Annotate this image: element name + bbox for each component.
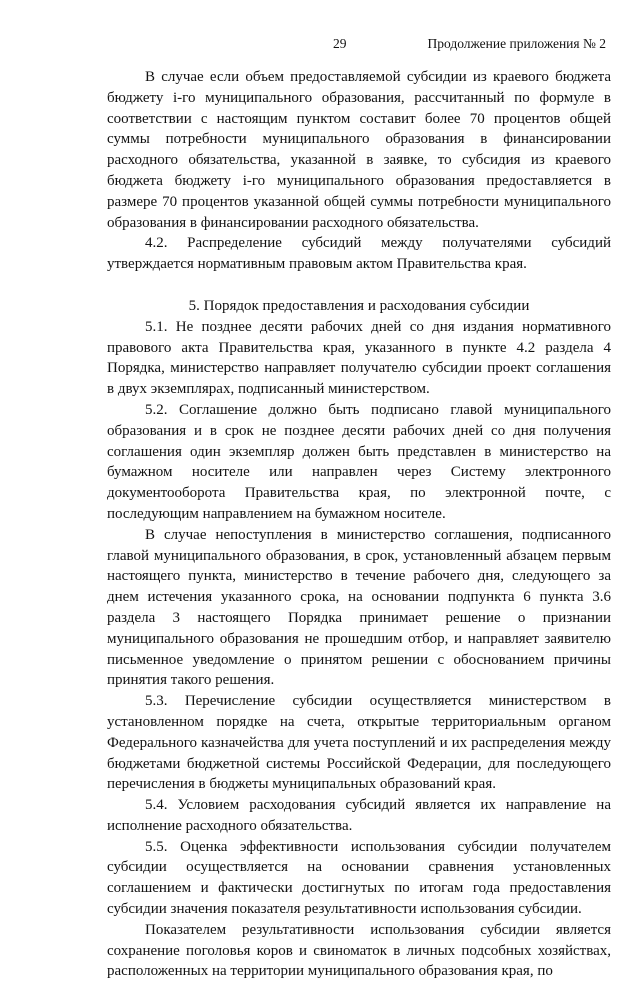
paragraph-5-1: 5.1. Не позднее десяти рабочих дней со дня издания нормативного правового акта Правительства края, указанного в пункте 4.2 раздела 4 Порядка, министерство направляет получателю субсидии проект соглашения в двух экземплярах, подписанный министерством. [107,318,611,398]
page-number: 29 [333,36,347,51]
running-title: Продолжение приложения № 2 [427,36,606,51]
paragraph-5-2-continued: В случае непоступления в министерство соглашения, подписанного главой муниципального образования, в срок, установленный абзацем первым настоящего пункта, министерство в течение рабочего дня, следующего за днем истечения указанного срока, на основании подпункта 6 пункта 3.6 раздела 3 настоящего Порядка принимает решение о признании муниципального образования не прошедшим отбор, и направляет заявителю письменное уведомление о принятом решении с обоснованием причины принятия такого решения. [107,526,611,689]
paragraph-subsidy-limit: В случае если объем предоставляемой субсидии из краевого бюджета бюджету i-го муниципального образования, рассчитанный по формуле в соответствии с настоящим пунктом составит более 70 процентов общей суммы потребности муниципального образования в финансировании расходного обязательства, указанной в заявке, то субсидия из краевого бюджета бюджету i-го муниципального образования предоставляется в размере 70 процентов указанной общей суммы потребности муниципального образования в финансировании расходного обязательства. [107,69,611,231]
paragraph-5-2: 5.2. Соглашение должно быть подписано главой муниципального образования и в срок не позднее десяти рабочих дней со дня получения соглашения один экземпляр должен быть представлен в министерство на бумажном носителе или направлен через Систему электронного документооборота Правительства края, по электронной почте, с последующим направлением на бумажном носителе. [107,401,611,522]
paragraph-4-2: 4.2. Распределение субсидий между получателями субсидий утверждается нормативным правовым актом Правительства края. [107,235,611,273]
paragraph-5-3: 5.3. Перечисление субсидии осуществляется министерством в установленном порядке на счета, открытые территориальным органом Федерального казначейства для учета поступлений и их распределения между бюджетами бюджетной системы Российской Федерации, для последующего перечисления в бюджеты муниципальных образований края. [107,693,611,793]
page-header [0,36,640,54]
paragraph-5-5: 5.5. Оценка эффективности использования субсидии получателем субсидии осуществляется на основании сравнения установленных соглашением и фактически достигнутых по итогам года предоставления субсидии значения показателя результативности использования субсидии. [107,838,611,918]
paragraph-5-4: 5.4. Условием расходования субсидий является их направление на исполнение расходного обязательства. [107,797,611,834]
paragraph-indicator: Показателем результативности использования субсидии является сохранение поголовья коров и свиноматок в личных подсобных хозяйствах, расположенных на территории муниципального образования края, по [107,921,611,980]
document-body [107,67,611,982]
section-heading: 5. Порядок предоставления и расходования субсидии [188,297,530,314]
